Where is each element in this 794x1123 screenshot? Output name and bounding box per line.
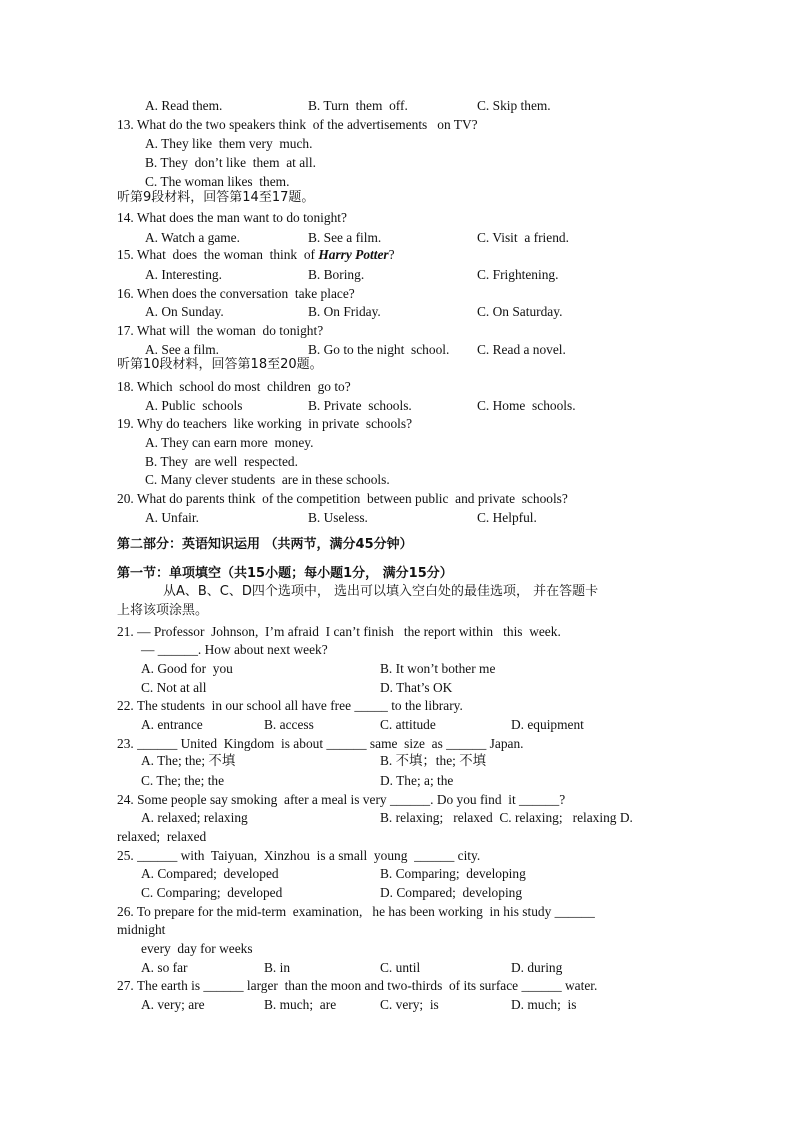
q15-stem (117, 248, 395, 261)
q21-option-d: D. That’s OK (380, 680, 453, 695)
q16-option-b: B. On Friday. (308, 304, 381, 319)
q15-book-title: Harry Potter (318, 247, 389, 262)
q16-option-c: C. On Saturday. (477, 304, 563, 319)
q25-option-b: B. Comparing; developing (380, 866, 526, 881)
q25-option-c: C. Comparing; developed (141, 885, 283, 900)
q19-stem: 19. Why do teachers like working in private schools? (117, 416, 413, 431)
q27-option-c: C. very; is (380, 997, 439, 1012)
q26-option-d: D. during (511, 960, 563, 975)
q15-option-a: A. Interesting. (145, 267, 222, 282)
q19-option-c: C. Many clever students are in these schools. (145, 472, 390, 487)
q21-option-c: C. Not at all (141, 680, 207, 695)
q17-option-c: C. Read a novel. (477, 342, 566, 357)
q24-options-b-c-d: B. relaxing; relaxed C. relaxing; relaxing D. (380, 810, 633, 825)
q22-option-b: B. access (264, 717, 314, 732)
section-1-instruction-line1: 从A、B、C、D四个选项中， 选出可以填入空白处的最佳选项， 并在答题卡 (163, 584, 599, 599)
q12-option-a: A. Read them. (145, 98, 223, 113)
q12-option-c: C. Skip them. (477, 98, 551, 113)
q26-option-a: A. so far (141, 960, 188, 975)
q23-option-d: D. The; a; the (380, 773, 454, 788)
q25-option-a: A. Compared; developed (141, 866, 279, 881)
q24-option-d-text: relaxed; relaxed (117, 829, 207, 844)
q14-option-c: C. Visit a friend. (477, 230, 569, 245)
section-9-instruction: 听第9段材料，回答第14至17题。 (117, 190, 315, 205)
q27-option-a: A. very; are (141, 997, 205, 1012)
q20-option-c: C. Helpful. (477, 510, 537, 525)
q16-stem: 16. When does the conversation take place? (117, 286, 355, 301)
q27-option-d: D. much; is (511, 997, 577, 1012)
q19-option-a: A. They can earn more money. (145, 435, 314, 450)
section-1-heading: 第一节：单项填空（共15小题；每小题1分， 满分15分） (117, 566, 453, 581)
q21-option-a: A. Good for you (141, 661, 233, 676)
q13-option-a: A. They like them very much. (145, 136, 313, 151)
q22-option-c: C. attitude (380, 717, 436, 732)
q15-stem-text: 15. What does the woman think of (117, 247, 319, 262)
q18-option-c: C. Home schools. (477, 398, 576, 413)
q22-stem: 22. The students in our school all have free _____ to the library. (117, 698, 463, 713)
q21-option-b: B. It won’t bother me (380, 661, 496, 676)
q26-stem-wrap: midnight (117, 922, 166, 937)
q20-stem: 20. What do parents think of the competition between public and private schools? (117, 491, 568, 506)
q14-option-a: A. Watch a game. (145, 230, 240, 245)
q23-option-a: A. The; the; 不填 (141, 753, 236, 768)
q18-option-b: B. Private schools. (308, 398, 412, 413)
q26-option-b: B. in (264, 960, 291, 975)
q23-option-b: B. 不填；the; 不填 (380, 753, 487, 768)
q25-stem: 25. ______ with Taiyuan, Xinzhou is a small young ______ city. (117, 848, 481, 863)
q24-stem: 24. Some people say smoking after a meal is very ______. Do you find it ______? (117, 792, 566, 807)
q13-stem: 13. What do the two speakers think of the advertisements on TV? (117, 117, 478, 132)
q18-option-a: A. Public schools (145, 398, 243, 413)
q17-stem: 17. What will the woman do tonight? (117, 323, 324, 338)
q24-option-a: A. relaxed; relaxing (141, 810, 248, 825)
q27-option-b: B. much; are (264, 997, 337, 1012)
q14-stem: 14. What does the man want to do tonight? (117, 210, 347, 225)
q18-stem: 18. Which school do most children go to? (117, 379, 351, 394)
q14-option-b: B. See a film. (308, 230, 382, 245)
q17-option-a: A. See a film. (145, 342, 220, 357)
q12-option-b: B. Turn them off. (308, 98, 408, 113)
q22-option-d: D. equipment (511, 717, 584, 732)
section-10-instruction: 听第10段材料，回答第18至20题。 (117, 357, 323, 372)
q19-option-b: B. They are well respected. (145, 454, 298, 469)
q15-option-b: B. Boring. (308, 267, 365, 282)
q13-option-b: B. They don’t like them at all. (145, 155, 316, 170)
q13-option-c: C. The woman likes them. (145, 174, 290, 189)
q23-option-c: C. The; the; the (141, 773, 225, 788)
section-1-instruction-line2: 上将该项涂黑。 (117, 603, 209, 618)
q26-stem-continued: every day for weeks (141, 941, 253, 956)
q21-line1: 21. — Professor Johnson, I’m afraid I can’t finish the report within this week. (117, 624, 561, 639)
q20-option-b: B. Useless. (308, 510, 368, 525)
q17-option-b: B. Go to the night school. (308, 342, 450, 357)
q23-stem: 23. ______ United Kingdom is about ______ same size as ______ Japan. (117, 736, 524, 751)
q16-option-a: A. On Sunday. (145, 304, 224, 319)
q25-option-d: D. Compared; developing (380, 885, 523, 900)
q27-stem: 27. The earth is ______ larger than the moon and two-thirds of its surface ______ water. (117, 978, 598, 993)
q15-stem-end: ? (388, 247, 395, 262)
part-2-heading: 第二部分：英语知识运用 （共两节，满分45分钟） (117, 537, 413, 552)
q15-option-c: C. Frightening. (477, 267, 559, 282)
q26-stem: 26. To prepare for the mid-term examination, he has been working in his study ______ (117, 904, 595, 919)
q20-option-a: A. Unfair. (145, 510, 199, 525)
q26-option-c: C. until (380, 960, 421, 975)
q22-option-a: A. entrance (141, 717, 203, 732)
q21-line2: — ______. How about next week? (141, 642, 328, 657)
